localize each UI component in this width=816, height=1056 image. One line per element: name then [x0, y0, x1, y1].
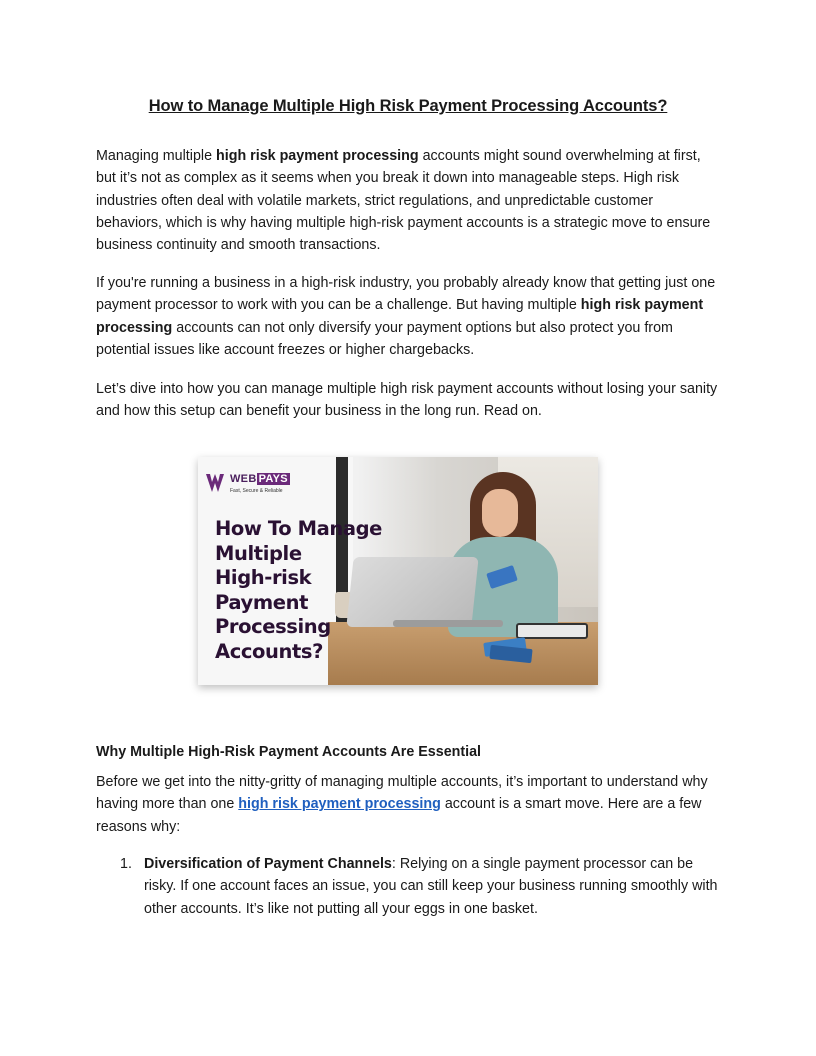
section-paragraph [96, 771, 720, 838]
payment-processing-link[interactable]: high risk payment processing [238, 796, 441, 813]
text: Managing multiple [96, 148, 217, 164]
banner-title-line: Multiple [215, 541, 302, 565]
banner-title-line: How To Manage [215, 517, 383, 540]
logo-text [230, 473, 290, 485]
text: Before we get into the nitty-gritty of managing multiple accounts, it’s important to understand why having more than one [96, 774, 708, 813]
banner-title-line: Accounts? [215, 639, 324, 663]
tablet [516, 623, 588, 639]
text: accounts can not only diversify your payment options but also protect you from potential issues like account freezes or higher chargebacks. [96, 319, 673, 358]
list-item-text: : Relying on a single payment processor can be risky. If one account faces an issue, you can still keep your business running smoothly with other accounts. It’s like not putting all your eggs in one basket. [144, 856, 718, 917]
list-item-title: Diversification of Payment Channels [144, 856, 392, 872]
webpays-logo [206, 470, 296, 500]
text: accounts might sound overwhelming at first, but it’s not as complex as it seems when you break it down into manageable steps. High risk industries often deal with volatile markets, strict regulations, and unpredictable customer behaviors, which is why having multiple high-risk payment accounts is a strategic move to ensure business continuity and smooth transactions. [96, 148, 711, 254]
text: If you're running a business in a high-risk industry, you probably already know that getting just one payment processor to work with you can be a challenge. But having multiple [96, 275, 716, 314]
list-number: 1. [120, 856, 132, 872]
banner-title-line: Payment [215, 590, 308, 614]
page-title: How to Manage Multiple High Risk Payment Processing Accounts? [148, 97, 668, 115]
logo-tagline: Fast, Secure & Reliable [230, 488, 283, 494]
banner-title-line: High-risk [215, 566, 312, 590]
bold-text: high risk payment processing [216, 148, 419, 164]
article-banner-image [198, 457, 598, 685]
logo-web: WEB [230, 473, 257, 485]
logo-pays: PAYS [258, 473, 288, 485]
list-item [96, 853, 720, 920]
text: account is a smart move. Here are a few reasons why: [96, 796, 702, 835]
logo-mark-icon [206, 472, 224, 494]
section-heading: Why Multiple High-Risk Payment Accounts Are Essential [96, 744, 482, 760]
banner-title-line: Processing [215, 615, 331, 639]
second-paragraph [96, 272, 720, 361]
reasons-list [96, 853, 720, 920]
banner-title [215, 517, 415, 665]
third-paragraph: Let’s dive into how you can manage multiple high risk payment accounts without losing your sanity and how this setup can benefit your business in the long run. Read on. [96, 381, 718, 420]
woman-face [482, 489, 518, 537]
bold-text: high risk payment processing [96, 297, 704, 336]
intro-paragraph [96, 145, 720, 256]
